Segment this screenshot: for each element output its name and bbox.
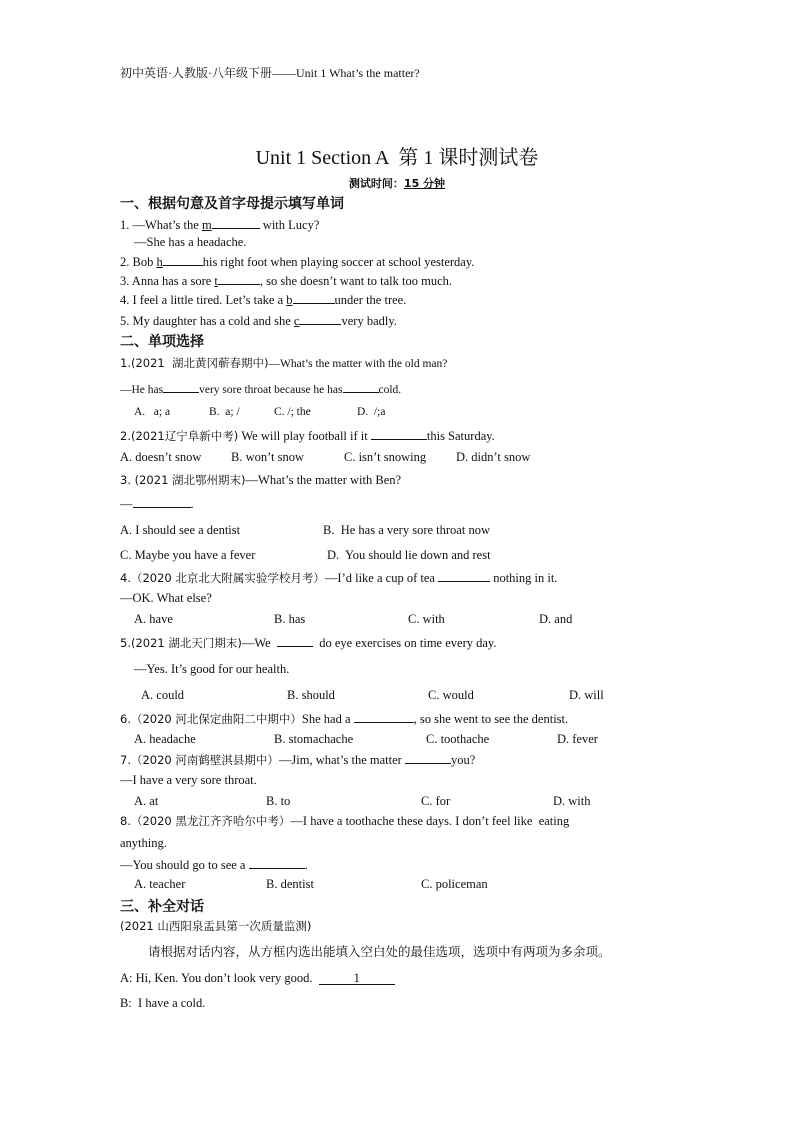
page-title: Unit 1 Section A 第 1 课时测试卷 — [255, 147, 539, 169]
answer-blank[interactable] — [299, 313, 341, 325]
header-text: 初中英语·人教版·八年级下册——Unit 1 What’s the matter? — [120, 66, 420, 80]
option-a[interactable]: A. have — [134, 612, 173, 626]
dialogue-blank-1[interactable]: 1 — [319, 971, 395, 985]
hint-letter: h — [156, 255, 163, 269]
option-a[interactable]: A. teacher — [134, 877, 186, 891]
answer-blank[interactable] — [354, 711, 414, 723]
option-d[interactable]: D. didn’t snow — [456, 450, 531, 464]
option-b[interactable]: B. dentist — [266, 877, 314, 891]
s2-q2: 2.(2021辽宁阜新中考) We will play football if it this Saturday. — [120, 429, 495, 443]
s2-q6: 6.（2020 河北保定曲阳二中期中）She had a , so she went to see the dentist. — [120, 712, 569, 726]
dialogue-a-line: A: Hi, Ken. You don’t look very good. 1 — [120, 971, 395, 986]
dialogue-b-line: B: I have a cold. — [120, 996, 206, 1010]
option-c[interactable]: C. Maybe you have a fever — [120, 548, 256, 562]
s2-q1: 1.(2021 湖北黄冈蕲春期中)—What’s the matter with the old man? — [120, 356, 448, 370]
section1-heading: 一、根据句意及首字母提示填写单词 — [120, 196, 344, 212]
option-b[interactable]: B. stomachache — [274, 732, 354, 746]
section3-source: (2021 山西阳泉盂县第一次质量监测) — [120, 919, 312, 933]
option-a[interactable]: A. at — [134, 794, 159, 808]
option-c[interactable]: C. toothache — [426, 732, 490, 746]
option-d[interactable]: D. will — [569, 688, 604, 702]
section3-instruction: 请根据对话内容，从方框内选出能填入空白处的最佳选项，选项中有两项为多余项。 — [148, 944, 611, 959]
s2-q7: 7.（2020 河南鹤壁淇县期中）—Jim, what’s the matter you? — [120, 753, 476, 767]
option-c[interactable]: C. would — [428, 688, 474, 702]
s2-q8-line2: —You should go to see a . — [120, 858, 308, 872]
section3-heading: 三、补全对话 — [120, 899, 204, 915]
s2-q5-line2: —Yes. It’s good for our health. — [134, 662, 290, 676]
option-a[interactable]: A. headache — [134, 732, 196, 746]
test-time — [0, 175, 794, 191]
s2-q5: 5.(2021 湖北天门期末)—We do eye exercises on time every day. — [120, 636, 497, 650]
answer-blank[interactable] — [277, 635, 313, 647]
option-c[interactable]: C. for — [421, 794, 451, 808]
hint-letter: b — [286, 293, 293, 307]
hint-letter: t — [214, 274, 218, 288]
option-b[interactable]: B. won’t snow — [231, 450, 305, 464]
s2-q3: 3. (2021 湖北鄂州期末)—What’s the matter with Ben? — [120, 473, 402, 487]
s1-q4: 4. I feel a little tired. Let’s take a b under the tree. — [120, 293, 407, 307]
option-b[interactable]: B. to — [266, 794, 291, 808]
answer-blank[interactable] — [163, 254, 203, 266]
option-a[interactable]: A. a; a — [134, 406, 171, 418]
answer-blank[interactable] — [371, 428, 427, 440]
answer-blank[interactable] — [212, 217, 260, 229]
hint-letter: m — [201, 218, 212, 232]
option-d[interactable]: D. and — [539, 612, 573, 626]
s1-q1-answer-line: —She has a headache. — [134, 235, 247, 249]
s2-q3-line2: — . — [120, 497, 194, 511]
hint-letter: c — [293, 314, 300, 328]
option-a[interactable]: A. doesn’t snow — [120, 450, 202, 464]
time-label: 测试时间： — [348, 177, 404, 190]
answer-blank[interactable] — [163, 381, 199, 393]
option-b[interactable]: B. should — [287, 688, 335, 702]
option-c[interactable]: C. with — [408, 612, 445, 626]
option-d[interactable]: D. fever — [557, 732, 598, 746]
s2-q8: 8.（2020 黑龙江齐齐哈尔中考）—I have a toothache these days. I don’t feel like eating — [120, 814, 570, 828]
time-value: 15 分钟 — [403, 177, 446, 190]
answer-blank[interactable] — [218, 273, 260, 285]
option-c[interactable]: C. isn’t snowing — [344, 450, 427, 464]
option-c[interactable]: C. policeman — [421, 877, 488, 891]
s1-q2: 2. Bob h his right foot when playing soccer at school yesterday. — [120, 255, 475, 269]
option-c[interactable]: C. /; the — [274, 406, 311, 418]
answer-blank[interactable] — [133, 496, 191, 508]
page-header — [120, 64, 420, 81]
answer-blank[interactable] — [343, 381, 379, 393]
s1-q1: 1. —What’s the m with Lucy? — [120, 218, 320, 232]
s2-q4-line2: —OK. What else? — [120, 591, 212, 605]
s2-q8-cont: anything. — [120, 836, 167, 850]
s1-q5: 5. My daughter has a cold and she c very badly. — [120, 314, 397, 328]
answer-blank[interactable] — [438, 570, 490, 582]
answer-blank[interactable] — [249, 857, 305, 869]
option-d[interactable]: D. /;a — [357, 406, 386, 418]
answer-blank[interactable] — [405, 752, 451, 764]
option-d[interactable]: D. You should lie down and rest — [327, 548, 491, 562]
answer-blank[interactable] — [293, 292, 335, 304]
option-b[interactable]: B. has — [274, 612, 306, 626]
option-d[interactable]: D. with — [553, 794, 591, 808]
s1-q3: 3. Anna has a sore t , so she doesn’t want to talk too much. — [120, 274, 453, 288]
option-a[interactable]: A. could — [141, 688, 185, 702]
option-b[interactable]: B. He has a very sore throat now — [323, 523, 490, 537]
section2-heading: 二、单项选择 — [120, 334, 204, 350]
option-a[interactable]: A. I should see a dentist — [120, 523, 241, 537]
option-b[interactable]: B. a; / — [209, 406, 240, 418]
s2-q7-line2: —I have a very sore throat. — [120, 773, 257, 787]
s2-q1-line2: —He has very sore throat because he has cold. — [120, 381, 401, 398]
s2-q4: 4.（2020 北京北大附属实验学校月考）—I’d like a cup of tea nothing in it. — [120, 571, 558, 585]
